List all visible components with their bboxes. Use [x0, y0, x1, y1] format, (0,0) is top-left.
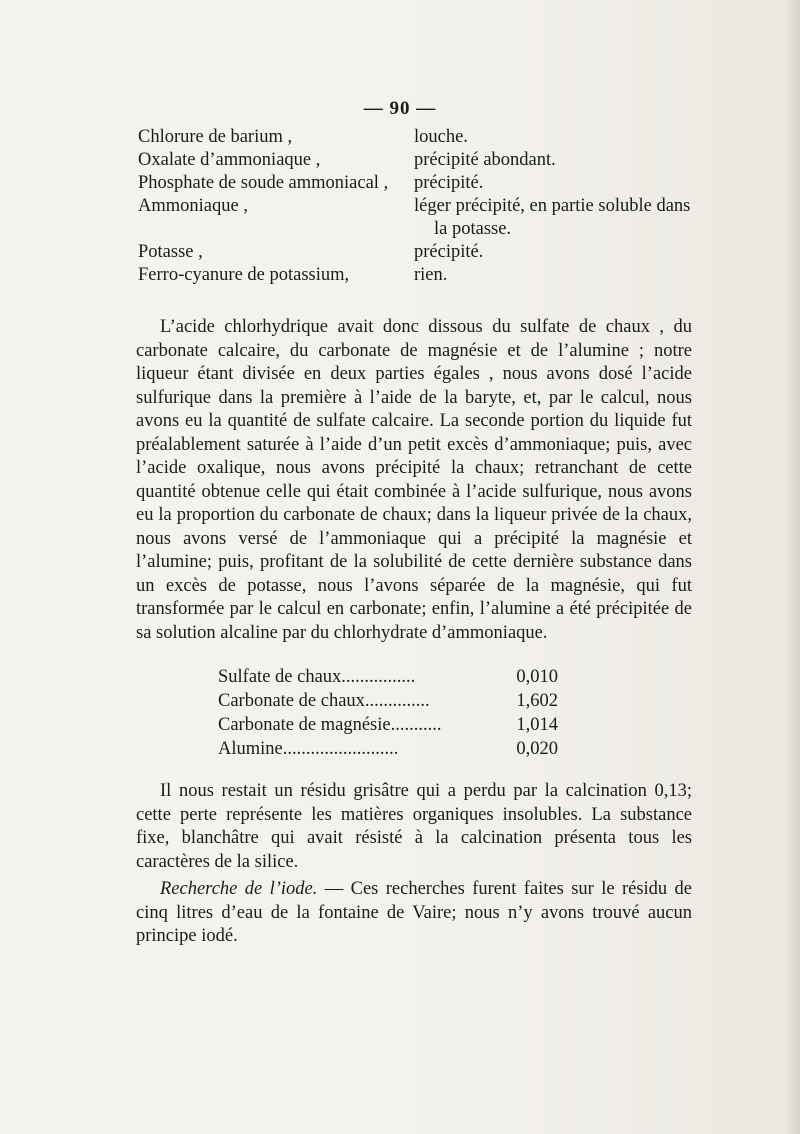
result-row — [218, 689, 558, 713]
reagent-result: précipité. — [414, 242, 484, 262]
page-edge-shadow — [786, 0, 800, 1134]
result-value: 0,010 — [516, 667, 558, 687]
result-label: Sulfate de chaux................ — [218, 667, 416, 687]
reagent-row — [138, 264, 698, 287]
body-paragraph — [136, 780, 692, 874]
reagent-result-multiline — [414, 195, 698, 241]
reagent-name: Oxalate d’ammoniaque , — [138, 150, 321, 170]
reagent-name: Ferro-cyanure de potassium, — [138, 265, 350, 285]
paragraph-body: — Ces recherches furent faites sur le résidu de cinq litres d’eau de la fontaine de Vaire; nous n’y avons trouvé aucun principe iodé. — [136, 879, 692, 946]
paragraph-text — [136, 878, 692, 949]
reagent-result: louche. — [414, 127, 468, 147]
reagent-row — [138, 195, 698, 241]
reagent-name: Phosphate de soude ammoniacal , — [138, 173, 389, 193]
result-value: 1,602 — [516, 691, 558, 711]
reagent-name: Chlorure de barium , — [138, 127, 293, 147]
reagent-result: léger précipité, en partie soluble dans — [414, 196, 691, 216]
reagent-row — [138, 126, 698, 149]
body-paragraph — [136, 878, 692, 949]
reagent-row — [138, 149, 698, 172]
result-value: 1,014 — [516, 715, 558, 735]
result-row — [218, 665, 558, 689]
paragraph-text: Il nous restait un résidu grisâtre qui a perdu par la calcination 0,13; cette perte représente les matières organiques insolubles. La substance fixe, blanchâtre qui avait résisté à la calcination présenta tous les caractères de la silice. — [136, 781, 692, 872]
section-heading: Recherche de l’iode. — [160, 879, 318, 899]
result-label: Alumine......................... — [218, 739, 399, 759]
reagent-result: précipité. — [414, 173, 484, 193]
result-row — [218, 737, 558, 761]
reagent-result: précipité abondant. — [414, 150, 556, 170]
result-row — [218, 713, 558, 737]
reagent-result: rien. — [414, 265, 448, 285]
page-number: — 90 — — [363, 98, 437, 119]
paragraph-text: L’acide chlorhydrique avait donc dissous du sulfate de chaux , du carbonate calcaire, du carbonate de magnésie et de l’alumine ; notre liqueur étant divisée en deux parties égales , nous avons dosé l’acide sulfurique dans la première à l’aide de la baryte, et, par le calcul, nous avons eu la quantité de sulfate calcaire. La seconde portion du liquide fut préalablement saturée à l’aide d’un petit excès d’ammoniaque; puis, avec l’acide oxalique, nous avons précipité la chaux; retranchant de cette quantité obtenue celle qui était combinée à l’acide sulfurique, nous avons eu la proportion du carbonate de chaux; dans la liqueur privée de la chaux, nous avons versé de l’ammoniaque qui a précipité la magnésie et l’alumine; puis, profitant de la solubilité de cette dernière substance dans un excès de potasse, nous l’avons séparée de la magnésie, qui fut transformée par le calcul en carbonate; enfin, l’alumine a été précipitée de sa solution alcaline par du chlorhydrate d’ammoniaque. — [136, 317, 692, 643]
reagent-list — [138, 126, 698, 287]
reagent-row — [138, 241, 698, 264]
result-label: Carbonate de chaux.............. — [218, 691, 430, 711]
reagent-result-continuation: la potasse. — [434, 219, 512, 239]
results-table — [218, 665, 558, 761]
body-paragraph — [136, 316, 692, 645]
reagent-row — [138, 172, 698, 195]
reagent-name: Potasse , — [138, 242, 203, 262]
result-label: Carbonate de magnésie........... — [218, 715, 442, 735]
result-value: 0,020 — [516, 739, 558, 759]
reagent-name: Ammoniaque , — [138, 196, 248, 216]
